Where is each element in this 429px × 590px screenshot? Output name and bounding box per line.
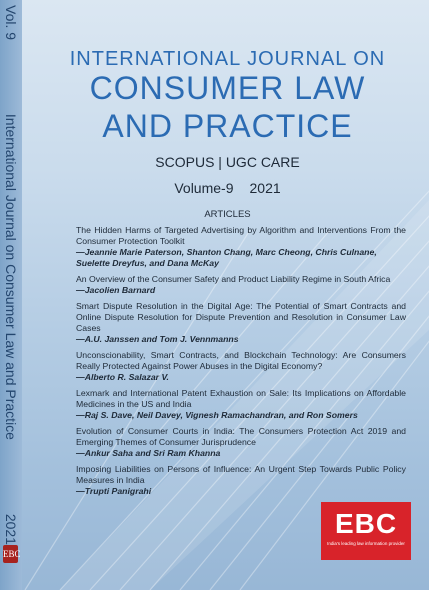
journal-title-line-1: INTERNATIONAL JOURNAL ON xyxy=(69,48,386,70)
articles-list xyxy=(76,225,406,502)
article-item xyxy=(76,350,406,383)
ebc-publisher-logo xyxy=(321,502,411,560)
article-item xyxy=(76,388,406,421)
indexing-label: SCOPUS | UGC CARE xyxy=(155,154,300,170)
journal-title-line-3: AND PRACTICE xyxy=(102,108,353,144)
volume-line xyxy=(40,180,415,196)
article-authors: —Raj S. Dave, Neil Davey, Vignesh Ramachandran, and Ron Somers xyxy=(76,410,358,420)
spine-volume: Vol. 9 xyxy=(3,5,19,41)
article-authors: —Jeannie Marie Paterson, Shanton Chang, Marc Cheong, Chris Culnane, Suelette Dreyfus, and Dana McKay xyxy=(76,247,377,268)
article-authors: —Jacolien Barnard xyxy=(76,285,156,295)
article-title: Imposing Liabilities on Persons of Influence: An Urgent Step Towards Public Policy Measures in India xyxy=(76,464,406,485)
articles-heading: ARTICLES xyxy=(204,209,251,220)
article-item xyxy=(76,274,406,296)
journal-title-line-2: CONSUMER LAW xyxy=(89,70,366,106)
article-title: Unconscionability, Smart Contracts, and Blockchain Technology: Are Consumers Really Protected Against Power Abuses in the Digital Economy? xyxy=(76,350,406,371)
spine-title: International Journal on Consumer Law and Practice xyxy=(3,113,19,440)
article-title: The Hidden Harms of Targeted Advertising by Algorithm and Interventions From the Consumer Protection Toolkit xyxy=(76,225,406,246)
ebc-logo-mark: EBC xyxy=(334,508,398,539)
spine-year: 2021 xyxy=(3,513,19,545)
spine-publisher-logo: EBC xyxy=(3,545,18,563)
article-title: An Overview of the Consumer Safety and Product Liability Regime in South Africa xyxy=(76,274,391,284)
article-authors: —Trupti Panigrahi xyxy=(76,486,152,496)
article-item xyxy=(76,225,406,269)
ebc-tagline: India's leading law information provider xyxy=(327,541,405,546)
article-item xyxy=(76,426,406,459)
volume-number: Volume-9 xyxy=(174,180,234,196)
article-authors: —Alberto R. Salazar V. xyxy=(76,372,169,382)
volume-year: 2021 xyxy=(249,180,281,196)
spine-text xyxy=(3,5,19,545)
article-authors: —Ankur Saha and Sri Ram Khanna xyxy=(76,448,221,458)
article-item xyxy=(76,301,406,345)
article-title: Lexmark and International Patent Exhaustion on Sale: Its Implications on Affordable Medicines in the US and India xyxy=(76,388,406,409)
article-title: Smart Dispute Resolution in the Digital Age: The Potential of Smart Contracts and Online Dispute Resolution for Dispute Prevention and Resolution in Consumer Law Cases xyxy=(76,301,406,333)
article-authors: —A.U. Janssen and Tom J. Vennmanns xyxy=(76,334,239,344)
article-title: Evolution of Consumer Courts in India: The Consumers Protection Act 2019 and Emerging Themes of Consumer Jurisprudence xyxy=(76,426,406,447)
article-item xyxy=(76,464,406,497)
spine xyxy=(0,0,22,590)
